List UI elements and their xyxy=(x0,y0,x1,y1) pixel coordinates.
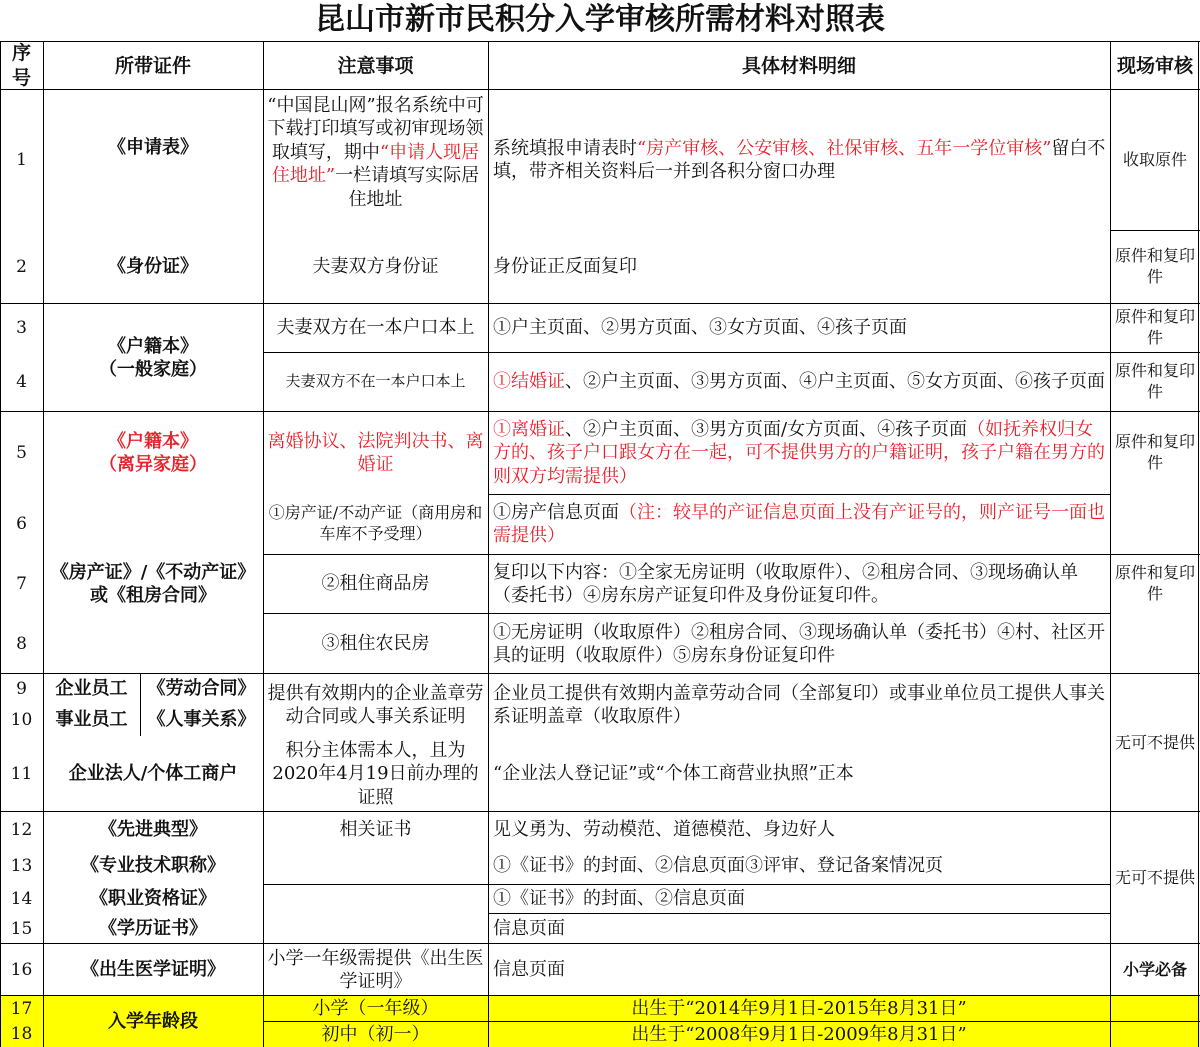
row-15-no: 15 xyxy=(10,918,33,939)
grid-line xyxy=(0,41,1,1047)
row-16-doc: 《出生医学证明》 xyxy=(81,959,225,981)
row-2-note: 夫妻双方身份证 xyxy=(312,256,439,278)
row-3-4-doc-line1: 《户籍本》 xyxy=(108,335,198,357)
row-5-check: 原件和复印件 xyxy=(1114,432,1195,472)
grid-line xyxy=(0,303,1200,304)
row-1-doc: 《申请表》 xyxy=(108,137,198,159)
row-6-8-check: 原件和复印件 xyxy=(1114,563,1195,603)
row-7-detail: 复印以下内容：①全家无房证明（收取原件）、②租房合同、③现场确认单（委托书）④房东房产证复印件及身份证复印件。 xyxy=(493,561,1078,606)
row-3-no: 3 xyxy=(16,317,27,338)
grid-line xyxy=(263,613,1110,614)
row-12-doc: 《先进典型》 xyxy=(99,819,207,841)
row-11-no: 11 xyxy=(10,763,33,784)
row-6-detail xyxy=(488,494,1110,554)
row-1-note-a: “中国昆山网”报名系统中可下载打印填写或初审现场领取填写，期中 xyxy=(267,95,484,163)
row-6-detail-red: （注：较早的产证信息页面上没有产证号的，则产证号一面也需提供） xyxy=(493,501,1105,546)
header-detail: 具体材料明细 xyxy=(741,54,856,77)
row-13-detail: ①《证书》的封面、②信息页面③评审、登记备案情况页 xyxy=(493,855,943,877)
row-17-note: 小学（一年级） xyxy=(312,998,439,1020)
row-10-doc-b: 《人事关系》 xyxy=(147,709,256,731)
row-5-detail-red1: ①离婚证 xyxy=(493,418,565,440)
row-5-doc xyxy=(43,412,263,494)
row-1-detail xyxy=(488,90,1110,230)
row-7-no: 7 xyxy=(16,573,27,594)
row-5-doc-line1: 《户籍本》 xyxy=(108,430,198,452)
grid-line xyxy=(0,411,1200,412)
row-16-check: 小学必备 xyxy=(1122,959,1187,979)
row-5-note: 离婚协议、法院判决书、离婚证 xyxy=(267,430,484,475)
row-2-no: 2 xyxy=(16,256,27,277)
grid-line xyxy=(488,41,489,1047)
row-8-no: 8 xyxy=(16,633,27,654)
row-18-no: 18 xyxy=(10,1024,33,1045)
row-5-doc-line2: （离异家庭） xyxy=(99,454,207,475)
grid-line xyxy=(140,674,141,736)
row-1-note-red: “申请人现居住地址” xyxy=(271,141,480,187)
row-17-detail: 出生于“2014年9月1日-2015年8月31日” xyxy=(631,998,967,1020)
row-4-detail xyxy=(488,352,1110,412)
grid-line xyxy=(1110,230,1200,231)
row-16-no: 16 xyxy=(10,959,33,980)
row-5-detail xyxy=(488,412,1110,494)
row-3-4-doc xyxy=(43,304,263,412)
row-3-4-doc-line2: （一般家庭） xyxy=(99,359,207,380)
row-6-8-doc: 《房产证》/《不动产证》或《租房合同》 xyxy=(50,561,256,606)
row-5-detail-text: 、②户主页面、③男方页面/女方页面、④孩子页面 xyxy=(565,418,968,440)
row-1-check: 收取原件 xyxy=(1122,149,1187,169)
grid-line xyxy=(43,41,44,1047)
row-13-doc: 《专业技术职称》 xyxy=(81,855,225,877)
grid-line xyxy=(488,913,1110,914)
row-6-detail-text: ①房产信息页面 xyxy=(493,501,619,523)
row-9-doc-b: 《劳动合同》 xyxy=(147,678,256,700)
row-1-no: 1 xyxy=(16,149,27,170)
header-no: 序号 xyxy=(11,42,31,89)
row-6-note: ①房产证/不动产证（商用房和车库不予受理） xyxy=(268,503,483,543)
row-14-detail: ①《证书》的封面、②信息页面 xyxy=(493,888,745,910)
row-12-detail: 见义勇为、劳动模范、道德模范、身边好人 xyxy=(493,819,835,841)
row-9-10-detail: 企业员工提供有效期内盖章劳动合同（全部复印）或事业单位员工提供人事关系证明盖章（收取原件） xyxy=(493,682,1105,727)
grid-line xyxy=(0,673,1200,674)
row-7-note: ②租住商品房 xyxy=(321,573,430,595)
row-1-detail-red: “房产审核、公安审核、社保审核、五年一学位审核” xyxy=(637,137,1052,159)
row-1-note-b: 一栏请填写实际居住地址 xyxy=(335,165,480,210)
row-11-doc: 企业法人/个体工商户 xyxy=(68,763,238,785)
grid-line xyxy=(0,41,1200,42)
grid-line xyxy=(0,89,1200,90)
grid-line xyxy=(0,811,1200,812)
row-8-note: ③租住农民房 xyxy=(321,633,430,655)
row-5-no: 5 xyxy=(16,442,27,463)
row-8-detail: ①无房证明（收取原件）②租房合同、③现场确认单（委托书）④村、社区开具的证明（收取原件）⑤房东身份证复印件 xyxy=(493,621,1105,666)
grid-line xyxy=(1198,41,1199,1047)
row-18-note: 初中（初一） xyxy=(321,1023,430,1045)
row-14-no: 14 xyxy=(10,888,33,909)
row-9-no: 9 xyxy=(16,678,27,699)
row-9-10-note: 提供有效期内的企业盖章劳动合同或人事关系证明 xyxy=(267,682,484,727)
row-1-detail-a: 系统填报申请表时 xyxy=(493,137,637,159)
row-6-no: 6 xyxy=(16,513,27,534)
grid-line xyxy=(263,884,1110,885)
row-16-detail: 信息页面 xyxy=(493,959,565,981)
row-3-check: 原件和复印件 xyxy=(1114,307,1195,347)
row-5-detail-red2: （如抚养权归女方的、孩子户口跟女方在一起，可不提供男方的户籍证明，孩子户籍在男方的则双方均需提供） xyxy=(493,418,1105,487)
grid-line xyxy=(263,352,1200,353)
grid-line xyxy=(1110,41,1111,1047)
row-16-note: 小学一年级需提供《出生医学证明》 xyxy=(267,947,484,992)
row-1-detail-b: 留白不填，带齐相关资料后一并到各积分窗口办理 xyxy=(493,137,1106,182)
grid-line xyxy=(263,554,1200,555)
page-title: 昆山市新市民积分入学审核所需材料对照表 xyxy=(315,2,885,37)
row-10-doc-a: 事业员工 xyxy=(55,709,128,731)
row-4-note: 夫妻双方不在一本户口本上 xyxy=(285,372,466,391)
row-12-15-check: 无可不提供 xyxy=(1114,867,1195,887)
row-11-detail: “企业法人登记证”或“个体工商营业执照”正本 xyxy=(493,763,854,785)
row-2-detail: 身份证正反面复印 xyxy=(493,256,637,278)
grid-line xyxy=(263,1021,1200,1022)
row-4-check: 原件和复印件 xyxy=(1114,361,1195,401)
row-17-18-doc: 入学年龄段 xyxy=(108,1010,198,1032)
grid-line xyxy=(488,494,1110,495)
row-18-detail: 出生于“2008年9月1日-2009年8月31日” xyxy=(631,1023,967,1045)
row-4-detail-text: 、②户主页面、③男方页面、④户主页面、⑤女方页面、⑥孩子页面 xyxy=(565,371,1105,393)
row-13-no: 13 xyxy=(10,855,33,876)
row-17-no: 17 xyxy=(10,998,33,1019)
grid-line xyxy=(0,995,1200,996)
header-check: 现场审核 xyxy=(1116,54,1193,77)
row-11-note: 积分主体需本人，且为2020年4月19日前办理的证照 xyxy=(272,739,479,808)
row-12-no: 12 xyxy=(10,819,33,840)
row-14-doc: 《职业资格证》 xyxy=(90,888,216,910)
row-10-no: 10 xyxy=(10,709,33,730)
row-9-doc-a: 企业员工 xyxy=(55,678,128,700)
row-4-detail-red: ①结婚证 xyxy=(493,371,565,393)
row-3-note: 夫妻双方在一本户口本上 xyxy=(276,317,475,339)
row-9-11-check: 无可不提供 xyxy=(1114,732,1195,752)
row-1-note xyxy=(263,90,488,230)
row-15-detail: 信息页面 xyxy=(493,918,565,940)
header-doc: 所带证件 xyxy=(114,54,191,77)
grid-line xyxy=(263,41,264,1047)
row-2-doc: 《身份证》 xyxy=(108,256,198,278)
row-15-doc: 《学历证书》 xyxy=(99,918,207,940)
header-note: 注意事项 xyxy=(337,54,414,77)
row-12-13-note: 相关证书 xyxy=(339,819,412,841)
grid-line xyxy=(0,943,1200,944)
row-2-check: 原件和复印件 xyxy=(1114,246,1195,286)
row-4-no: 4 xyxy=(16,371,27,392)
row-3-detail: ①户主页面、②男方页面、③女方页面、④孩子页面 xyxy=(493,317,907,339)
